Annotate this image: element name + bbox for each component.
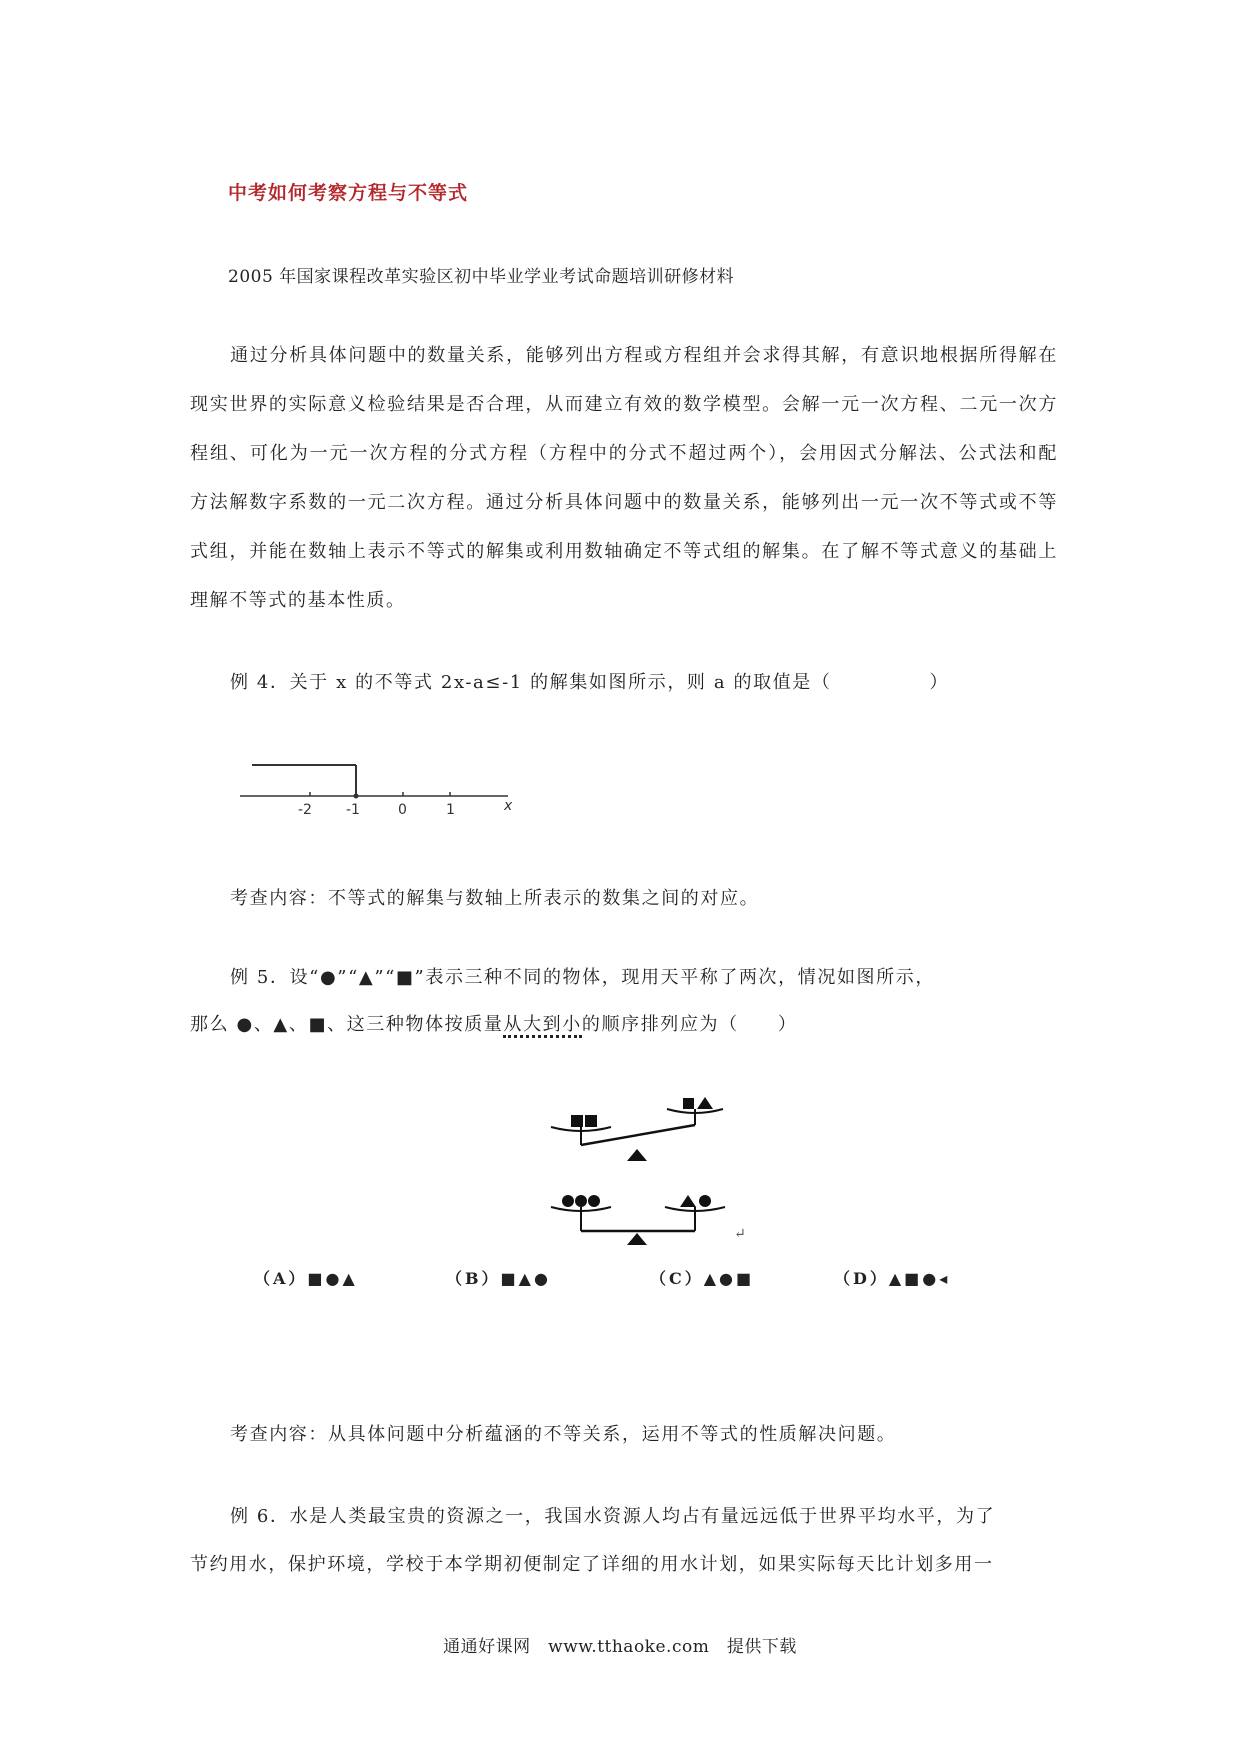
intro-paragraph xyxy=(190,331,1058,625)
balance-scale-1 xyxy=(551,1097,723,1161)
example5-line2-before: 那么 ●、▲、■、这三种物体按质量 xyxy=(190,1014,504,1035)
option-c: （C）▲●■ xyxy=(650,1269,755,1288)
subtitle: 2005 年国家课程改革实验区初中毕业学业考试命题培训研修材料 xyxy=(228,267,735,287)
option-b: （B）■▲● xyxy=(446,1269,551,1288)
tick-label-1: 1 xyxy=(446,802,455,816)
example5-question-line2 xyxy=(190,1010,1060,1036)
balance-scale-2 xyxy=(551,1195,725,1245)
example6-line2: 节约用水，保护环境，学校于本学期初便制定了详细的用水计划，如果实际每天比计划多用一 xyxy=(190,1554,994,1575)
number-line-figure xyxy=(238,750,528,816)
axis-label-x: x xyxy=(504,798,513,814)
example6-line1: 例 6．水是人类最宝贵的资源之一，我国水资源人均占有量远远低于世界平均水平，为了 xyxy=(230,1506,996,1527)
tick-label-0: 0 xyxy=(398,802,407,816)
example4-question: 例 4．关于 x 的不等式 2x-a≤-1 的解集如图所示，则 a 的取值是（ ） xyxy=(230,672,950,693)
tick-label-neg2: -2 xyxy=(298,802,312,816)
example4-assessment: 考查内容：不等式的解集与数轴上所表示的数集之间的对应。 xyxy=(230,888,760,909)
example5-line2-after: 的顺序排列应为（ ） xyxy=(581,1014,798,1035)
example5-question-line1: 例 5．设“●”“▲”“■”表示三种不同的物体，现用天平称了两次，情况如图所示， xyxy=(230,967,935,988)
page-title: 中考如何考察方程与不等式 xyxy=(228,182,469,204)
example5-line2-emphasis: 从大到小 xyxy=(503,1014,581,1038)
balance-scales-figure xyxy=(545,1095,745,1251)
page-footer: 通通好课网 www.tthaoke.com 提供下载 xyxy=(443,1637,797,1657)
intro-text: 通过分析具体问题中的数量关系，能够列出方程或方程组并会求得其解，有意识地根据所得解在现实世界的实际意义检验结果是否合理，从而建立有效的数学模型。会解一元一次方程、二元一次方程组、可化为一元一次方程的分式方程（方程中的分式不超过两个），会用因式分解法、公式法和配方法解数字系数的一元二次方程。通过分析具体问题中的数量关系，能够列出一元一次不等式或不等式组，并能在数轴上表示不等式的解集或利用数轴确定不等式组的解集。在了解不等式意义的基础上理解不等式的基本性质。 xyxy=(190,345,1058,611)
example5-assessment: 考查内容：从具体问题中分析蕴涵的不等关系，运用不等式的性质解决问题。 xyxy=(230,1424,897,1445)
option-d: （D）▲■●◂ xyxy=(834,1269,951,1288)
option-a: （A）■●▲ xyxy=(254,1269,358,1288)
solution-ray xyxy=(252,765,359,799)
return-mark: ↵ xyxy=(734,1226,746,1242)
tick-label-neg1: -1 xyxy=(346,802,360,816)
